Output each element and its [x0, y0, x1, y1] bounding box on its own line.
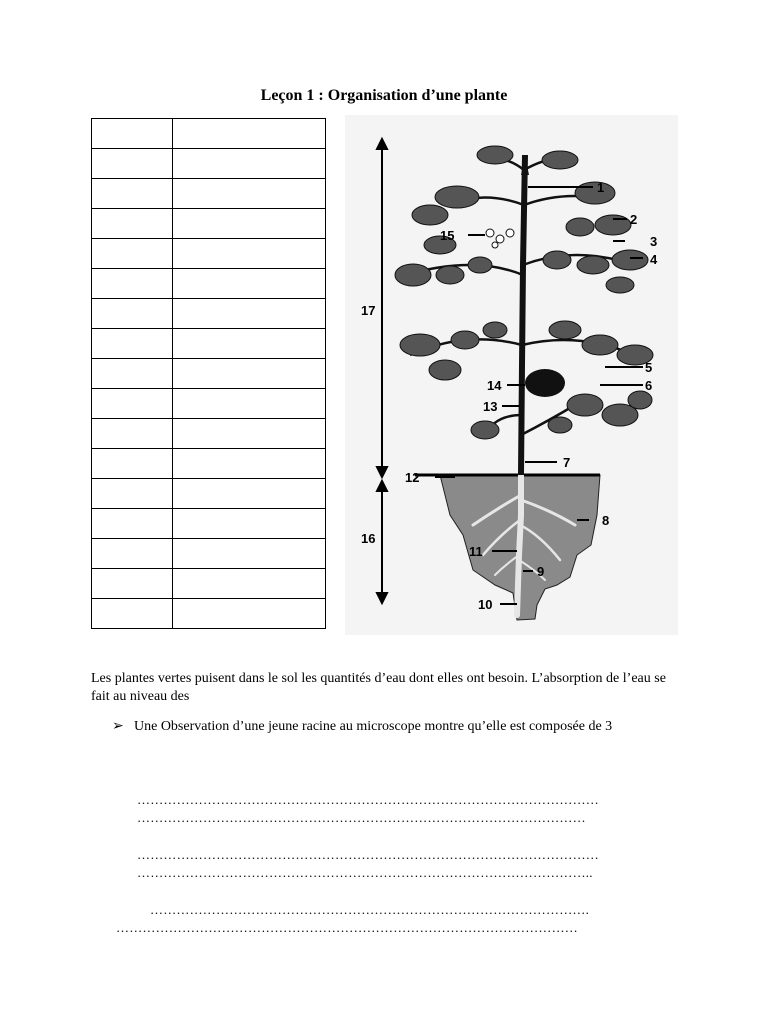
name-cell[interactable]	[173, 269, 326, 299]
table-row	[92, 509, 326, 539]
table-row	[92, 599, 326, 629]
number-cell[interactable]	[92, 329, 173, 359]
table-row	[92, 569, 326, 599]
table-row	[92, 149, 326, 179]
table-row	[92, 179, 326, 209]
table-row	[92, 389, 326, 419]
name-cell[interactable]	[173, 569, 326, 599]
tomato-plant-diagram	[345, 115, 678, 635]
answer-line[interactable]: ……………………………………………………………………………………………	[116, 920, 578, 935]
number-cell[interactable]	[92, 149, 173, 179]
label-17: 17	[361, 303, 376, 318]
name-cell[interactable]	[173, 359, 326, 389]
label-10: 10	[478, 597, 493, 612]
label-14: 14	[487, 378, 502, 393]
number-cell[interactable]	[92, 509, 173, 539]
number-cell[interactable]	[92, 449, 173, 479]
label-2: 2	[630, 212, 638, 227]
label-8: 8	[602, 513, 610, 528]
intro-paragraph: Les plantes vertes puisent dans le sol les quantités d’eau dont elles ont besoin. L’absorption de l’eau se fait au niveau des	[91, 671, 666, 704]
bullet-item	[112, 718, 712, 735]
number-cell[interactable]	[92, 209, 173, 239]
label-16: 16	[361, 531, 376, 546]
name-cell[interactable]	[173, 599, 326, 629]
table-row	[92, 479, 326, 509]
name-cell[interactable]	[173, 479, 326, 509]
name-cell[interactable]	[173, 119, 326, 149]
number-cell[interactable]	[92, 539, 173, 569]
name-cell[interactable]	[173, 209, 326, 239]
name-cell[interactable]	[173, 449, 326, 479]
answer-line[interactable]: ……………………………………………………………………………………………	[137, 847, 599, 862]
table-row	[92, 539, 326, 569]
label-answer-table	[91, 118, 326, 629]
table-row	[92, 239, 326, 269]
number-cell[interactable]	[92, 299, 173, 329]
label-9: 9	[537, 564, 545, 579]
name-cell[interactable]	[173, 149, 326, 179]
tomato-fruit	[525, 369, 565, 397]
name-cell[interactable]	[173, 299, 326, 329]
name-cell[interactable]	[173, 179, 326, 209]
table-row	[92, 119, 326, 149]
label-15: 15	[440, 228, 455, 243]
answer-line[interactable]: ……………………………………………………………………………………………	[137, 792, 599, 807]
answer-line[interactable]: …………………………………………………………………………………………..	[137, 865, 593, 880]
number-cell[interactable]	[92, 419, 173, 449]
label-3: 3	[650, 234, 658, 249]
name-cell[interactable]	[173, 509, 326, 539]
table-row	[92, 209, 326, 239]
page-title: Leçon 1 : Organisation d’une plante	[260, 87, 508, 104]
label-5: 5	[645, 360, 653, 375]
table-row	[92, 449, 326, 479]
arrow-bullet-icon: ➢	[112, 719, 124, 734]
table-row	[92, 419, 326, 449]
number-cell[interactable]	[92, 119, 173, 149]
name-cell[interactable]	[173, 389, 326, 419]
number-cell[interactable]	[92, 239, 173, 269]
number-cell[interactable]	[92, 479, 173, 509]
number-cell[interactable]	[92, 359, 173, 389]
label-7: 7	[563, 455, 571, 470]
table-row	[92, 359, 326, 389]
number-cell[interactable]	[92, 269, 173, 299]
answer-line[interactable]: …………………………………………………………………………………………	[137, 810, 586, 825]
label-12: 12	[405, 470, 420, 485]
label-11: 11	[469, 544, 483, 559]
name-cell[interactable]	[173, 239, 326, 269]
label-13: 13	[483, 399, 498, 414]
table-row	[92, 269, 326, 299]
number-cell[interactable]	[92, 569, 173, 599]
number-cell[interactable]	[92, 389, 173, 419]
label-4: 4	[650, 252, 658, 267]
name-cell[interactable]	[173, 329, 326, 359]
answer-line[interactable]: ……………………………………………………………………………………….	[150, 902, 590, 917]
bullet-text: Une Observation d’une jeune racine au microscope montre qu’elle est composée de 3	[134, 719, 613, 734]
name-cell[interactable]	[173, 419, 326, 449]
label-6: 6	[645, 378, 653, 393]
number-cell[interactable]	[92, 599, 173, 629]
label-1: 1	[597, 180, 605, 195]
name-cell[interactable]	[173, 539, 326, 569]
number-cell[interactable]	[92, 179, 173, 209]
table-row	[92, 329, 326, 359]
table-row	[92, 299, 326, 329]
